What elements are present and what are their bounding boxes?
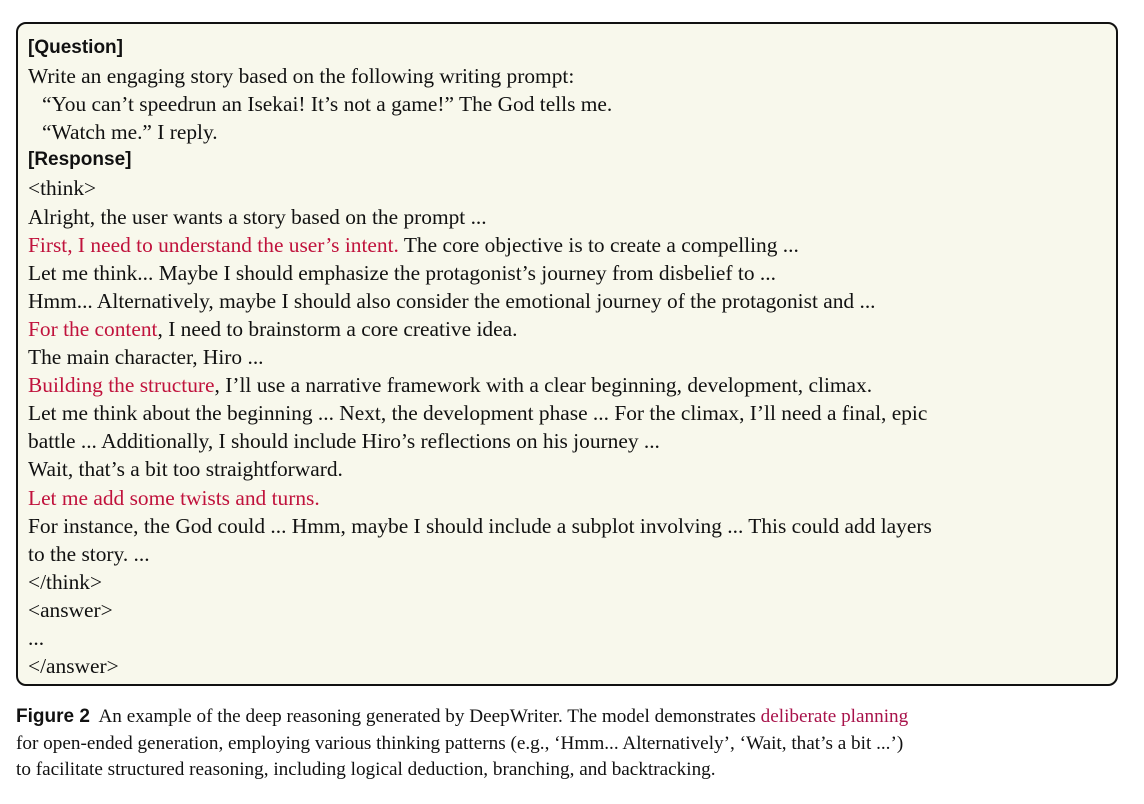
response-line bbox=[28, 231, 1106, 259]
figure-caption bbox=[16, 704, 1120, 784]
response-line: Hmm... Alternatively, maybe I should also consider the emotional journey of the protagonist and ... bbox=[28, 288, 876, 313]
caption-text: An example of the deep reasoning generated by DeepWriter. The model demonstrates bbox=[89, 706, 761, 727]
answer-ellipsis: ... bbox=[28, 625, 45, 650]
response-line: Let me think... Maybe I should emphasize the protagonist’s journey from disbelief to ... bbox=[28, 260, 776, 285]
response-line bbox=[28, 371, 1106, 399]
question-heading: [Question] bbox=[28, 37, 123, 58]
response-text: , I need to brainstorm a core creative idea. bbox=[157, 316, 518, 341]
answer-open-tag: <answer> bbox=[28, 597, 113, 622]
question-line: Write an engaging story based on the following writing prompt: bbox=[28, 64, 575, 89]
example-box bbox=[16, 22, 1118, 686]
question-line: “You can’t speedrun an Isekai! It’s not a game!” The God tells me. bbox=[42, 92, 613, 117]
highlighted-phrase: Let me add some twists and turns. bbox=[28, 485, 320, 510]
think-close-tag: </think> bbox=[28, 569, 103, 594]
response-line: Wait, that’s a bit too straightforward. bbox=[28, 457, 343, 482]
response-line: For instance, the God could ... Hmm, maybe I should include a subplot involving ... This could add layers bbox=[28, 513, 932, 538]
response-line: Alright, the user wants a story based on the prompt ... bbox=[28, 204, 487, 229]
caption-line: to facilitate structured reasoning, including logical deduction, branching, and backtracking. bbox=[16, 759, 716, 780]
figure-label: Figure 2 bbox=[16, 706, 90, 727]
response-line: battle ... Additionally, I should include Hiro’s reflections on his journey ... bbox=[28, 429, 660, 454]
response-line bbox=[28, 315, 1106, 343]
highlighted-phrase: Building the structure bbox=[28, 373, 215, 398]
response-heading: [Response] bbox=[28, 149, 132, 171]
think-open-tag: <think> bbox=[28, 176, 97, 201]
question-line: “Watch me.” I reply. bbox=[42, 120, 218, 145]
highlighted-phrase: For the content bbox=[28, 316, 158, 341]
response-text: The core objective is to create a compelling ... bbox=[398, 232, 799, 257]
highlighted-phrase: First, I need to understand the user’s intent. bbox=[28, 232, 399, 257]
caption-highlight: deliberate planning bbox=[760, 706, 909, 727]
response-text: , I’ll use a narrative framework with a clear beginning, development, climax. bbox=[214, 373, 873, 398]
response-line: to the story. ... bbox=[28, 541, 150, 566]
answer-close-tag: </answer> bbox=[28, 654, 119, 679]
caption-line: for open-ended generation, employing various thinking patterns (e.g., ‘Hmm... Alternatively’, ‘Wait, that’s a bit ...’) bbox=[16, 732, 904, 754]
response-line: Let me think about the beginning ... Next, the development phase ... For the climax, I’ll need a final, epic bbox=[28, 401, 928, 426]
caption-line bbox=[16, 704, 1120, 731]
response-line: The main character, Hiro ... bbox=[28, 345, 264, 370]
